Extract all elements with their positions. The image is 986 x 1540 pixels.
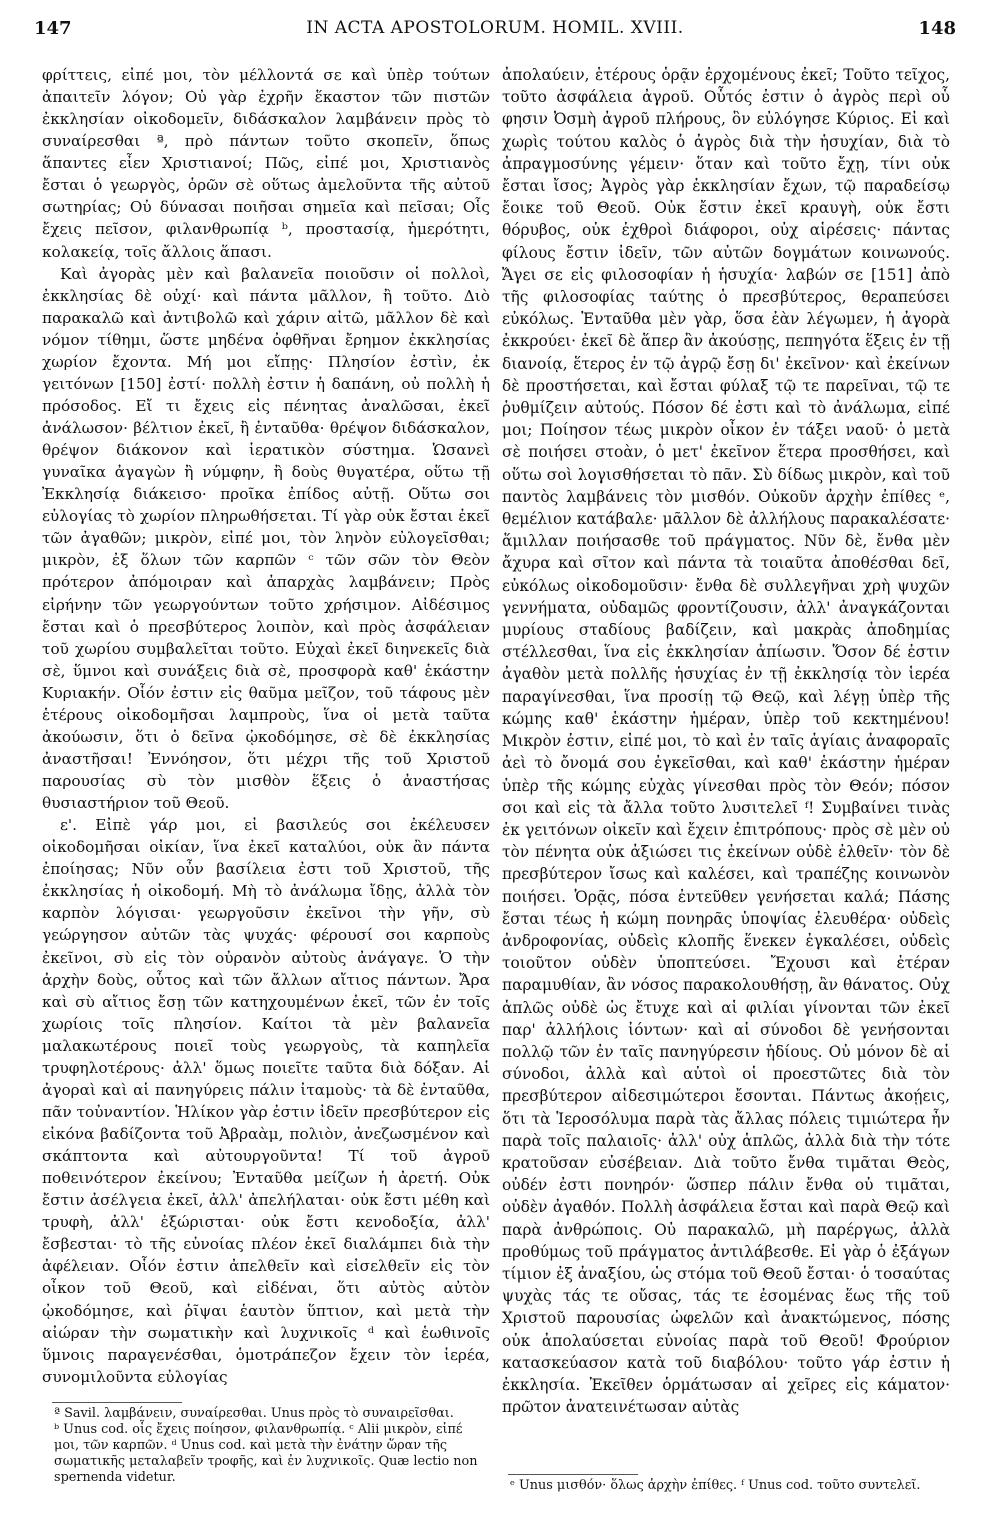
right-column [502,64,950,1418]
right-paragraph-1: ἀπολαύειν, ἑτέρους ὁρᾷν ἐρχομένους ἐκεῖ; Τοῦτο τεῖχος, τοῦτο ἀσφάλεια ἀγροῦ. Οὗτός ἐστιν ὁ ἀγρὸς περὶ οὗ φησιν Ὀσμὴ ἀγροῦ πλήρους, ὃν εὐλόγησε Κύριος. Εἰ καὶ χωρὶς τούτου καλὸς ὁ ἀγρὸς διὰ τὴν ἡσυχίαν, διὰ τὸ ἀπραγμοσύνης γέμειν· ὅταν καὶ τοῦτο ἔχῃ, τίνι οὐκ ἔσται ἴσος; Ἀγρὸς γὰρ ἐκκλησίαν ἔχων, τῷ παραδείσῳ ἔοικε τοῦ Θεοῦ. Οὐκ ἔστιν ἐκεῖ κραυγὴ, οὐκ ἔστι θόρυβος, οὐκ ἐχθροὶ διάφοροι, οὐχ αἱρέσεις· πάντας φίλους ἔστιν ἰδεῖν, τῶν αὐτῶν δογμάτων κοινωνούς. Ἄγει σε εἰς φιλοσοφίαν ἡ ἡσυχία· λαβών σε [151] ἀπὸ τῆς φιλοσοφίας ταύτης ὁ πρεσβύτερος, θεραπεύσει εὐκόλως. Ἐνταῦθα μὲν γὰρ, ὅσα ἐὰν λέγωμεν, ἡ ἀγορὰ ἐκκρούει· ἐκεῖ δὲ ἅπερ ἂν ἀκούσῃς, πεπηγότα ἕξεις ἐν τῇ διανοίᾳ, ἕτερος ἐν τῷ ἀγρῷ ἔσῃ δι' ἐκεῖνον· καὶ ἐκείνων δὲ προστήσεται, καὶ ἔσται φύλαξ τῷ τε παρεῖναι, τῷ τε ῥυθμίζειν αὐτούς. Πόσον δέ ἐστι καὶ τὸ ἀνάλωμα, εἰπέ μοι; Ποίησον τέως μικρὸν οἶκον ἐν τάξει ναοῦ· ὁ μετὰ σὲ ποιήσει στοὰν, ὁ μετ' ἐκεῖνον ἕτερα προσθήσει, καὶ οὕτω σοὶ λογισθήσεται τὸ πᾶν. Σὺ δίδως μικρὸν, καὶ τοῦ παντὸς λαμβάνεις τὸν μισθόν. Οὐκοῦν ἀρχὴν ἐπίθες ᵉ, θεμέλιον κατάβαλε· μᾶλλον δὲ ἀλλήλους παρακαλέσατε· ἅμιλλαν ποιήσασθε τοῦ πράγματος. Νῦν δὲ, ἔνθα μὲν ἄχυρα καὶ σῖτον καὶ πάντα τὰ τοιαῦτα ἀποθέσθαι δεῖ, εὐκόλως οἰκοδομοῦσιν· ἔνθα δὲ συλλεγῆναι χρὴ ψυχῶν γεννήματα, οὐδαμῶς φροντίζουσιν, ἀλλ' ἀναγκάζονται μυρίους σταδίους βαδίζειν, καὶ μακρὰς ἀποδημίας στέλλεσθαι, ἵνα εἰς ἐκκλησίαν ἀπίωσιν. Ὅσον δέ ἐστιν ἀγαθὸν μετὰ πολλῆς ἡσυχίας ἐν τῇ ἐκκλησίᾳ τὸν ἱερέα παραγίνεσθαι, ἵνα προσίῃ τῷ Θεῷ, καὶ λέγῃ ὑπὲρ τῆς κώμης καθ' ἑκάστην ἡμέραν, ὑπὲρ τοῦ κεκτημένου! Μικρὸν ἐστιν, εἰπέ μοι, τὸ καὶ ἐν ταῖς ἁγίαις ἀναφοραῖς ἀεὶ τὸ ὄνομά σου ἐγκεῖσθαι, καὶ καθ' ἑκάστην ἡμέραν ὑπὲρ τῆς κώμης εὐχὰς γίνεσθαι πρὸς τὸν Θεόν; πόσον σοι καὶ εἰς τὰ ἄλλα τοῦτο λυσιτελεῖ ᶠ! Συμβαίνει τινὰς ἐκ γειτόνων οἰκεῖν καὶ ἔχειν ἐπιτρόπους· πρὸς σὲ μὲν οὐ τὸν πένητα οὐκ ἀξιώσει τις ἐκείνων οὐδὲ ἐλθεῖν· τὸν δὲ πρεσβύτερον ἴσως καὶ καλέσει, καὶ τραπέζης κοινωνὸν ποιήσει. Ὁρᾷς, πόσα ἐντεῦθεν γενήσεται καλά; Πάσης ἔσται τέως ἡ κώμη πονηρᾶς ὑποψίας ἐλευθέρα· οὐδεὶς ἀνδροφονίας, οὐδεὶς κλοπῆς ἕνεκεν ἐγκαλέσει, οὐδεὶς τοιοῦτον οὐδὲν ὑποπτεύσει. Ἔχουσι καὶ ἑτέραν παραμυθίαν, ἂν νόσος παρακολουθήσῃ, ἂν θάνατος. Οὐχ ἁπλῶς οὐδὲ ὡς ἔτυχε καὶ αἱ φιλίαι γίνονται τῶν ἐκεῖ παρ' ἀλλήλοις ἰόντων· καὶ αἱ σύνοδοι δὲ γενήσονται πολλῷ τῶν ἐν ταῖς πανηγύρεσιν ἡδίους. Οὐ μόνον δὲ αἱ σύνοδοι, ἀλλὰ καὶ αὐτοὶ οἱ προεστῶτες διὰ τὸν πρεσβύτερον αἰδεσιμώτεροι ἔσονται. Πάντως ἀκοῄεις, ὅτι τὰ Ἱεροσόλυμα παρὰ τὰς ἄλλας πόλεις τιμιώτερα ἦν παρὰ τοῖς παλαιοῖς· ἀλλ' οὐχ ἁπλῶς, ἀλλὰ διὰ τὴν τότε κρατοῦσαν εὐσέβειαν. Διὰ τοῦτο ἔνθα τιμᾶται Θεὸς, οὐδέν ἐστι πονηρόν· ὥσπερ πάλιν ἔνθα οὐ τιμᾶται, οὐδὲν ἀγαθόν. Πολλὴ ἀσφάλεια ἔσται καὶ παρὰ Θεῷ καὶ παρὰ ἀνθρώποις. Οὐ παρακαλῶ, μὴ παρέργως, ἀλλὰ προθύμως τοῦ πράγματος ἀντιλάβεσθε. Εἰ γὰρ ὁ ἐξάγων τίμιον ἐξ ἀναξίου, ὡς στόμα τοῦ Θεοῦ ἔσται· ὁ τοσαύτας ψυχὰς τάς τε οὔσας, τάς τε ἐσομένας ἕως τῆς τοῦ Χριστοῦ παρουσίας ὠφελῶν καὶ ἀνακτώμενος, πόσης οὐκ ἀπολαύσεται εὐνοίας παρὰ τοῦ Θεοῦ! Φρούριον κατασκεύασον κατὰ τοῦ διαβόλου· τοῦτο γάρ ἐστιν ἡ ἐκκλησία. Ἐκεῖθεν ὁρμάτωσαν αἱ χεῖρες εἰς κάματον· πρῶτον ἀνατεινέτωσαν αὐτὰς [502,66,950,1417]
running-title: IN ACTA APOSTOLORUM. HOMIL. XVIII. [306,18,684,38]
footnote-left-2: ᵇ Unus cod. οἷς ἔχεις ποίησον, φιλανθρωπίᾳ. ᶜ Alii μικρὸν, εἰπέ μοι, τῶν καρπῶν. ᵈ Unus cod. καὶ μετὰ τὴν ἐνάτην ὥραν τῆς σωματικῆς μεταλαβεῖν τροφῆς, καὶ ἐν λυχνικοῖς. Quæ lectio non spernenda videtur. [54,1422,478,1485]
footnote-left-1: ª Savil. λαμβάνειν, συναίρεσθαι. Unus πρὸς τὸ συναιρεῖσθαι. [54,1406,454,1421]
footnote-rule-right [508,1474,638,1475]
footnote-right-1: ᵉ Unus μισθόν· ὅλως ἀρχὴν ἐπίθες. ᶠ Unus cod. τοῦτο συντελεῖ. [510,1478,921,1493]
left-paragraph-3: ε'. Εἰπὲ γάρ μοι, εἰ βασιλεύς σοι ἐκέλευσεν οἰκοδομῆσαι οἰκίαν, ἵνα ἐκεῖ καταλύοι, οὐκ ἂν πάντα ἐποίησας; Νῦν οὖν βασίλεια ἐστι τοῦ Χριστοῦ, τῆς ἐκκλησίας ἡ οἰκοδομή. Μὴ τὸ ἀνάλωμα ἴδῃς, ἀλλὰ τὸν καρπὸν λόγισαι· γεωργοῦσιν ἐκεῖνοι τὴν γῆν, σὺ γεώργησον αὐτῶν τὰς ψυχάς· φέρουσί σοι καρποὺς ἐκεῖνοι, σὺ εἰς τὸν οὐρανὸν αὐτοὺς ἀνάγαγε. Ὁ τὴν ἀρχὴν δοὺς, οὗτος καὶ τῶν ἄλλων αἴτιος πάντων. Ἄρα καὶ σὺ αἴτιος ἔσῃ τῶν κατηχουμένων ἐκεῖ, τῶν ἐν τοῖς χωρίοις τοῖς πλησίον. Καίτοι τὰ μὲν βαλανεῖα μαλακωτέρους ποιεῖ τοὺς γεωργοὺς, τὰ καπηλεῖα τρυφηλοτέρους· ἀλλ' ὅμως ποιεῖτε ταῦτα διὰ δόξαν. Αἱ ἀγοραὶ καὶ αἱ πανηγύρεις πάλιν ἰταμοὺς· τὰ δὲ ἐνταῦθα, πᾶν τοὐναντίον. Ἡλίκον γὰρ ἐστιν ἰδεῖν πρεσβύτερον εἰς εἰκόνα βαδίζοντα τοῦ Ἀβραὰμ, πολιὸν, ἀνεζωσμένον καὶ σκάπτοντα καὶ αὐτουργοῦντα! Τί τοῦ ἀγροῦ ποθεινότερον ἐκείνου; Ἐνταῦθα μείζων ἡ ἀρετή. Οὐκ ἔστιν ἀσέλγεια ἐκεῖ, ἀλλ' ἀπελήλαται· οὐκ ἔστι μέθη καὶ τρυφὴ, ἀλλ' ἐξώρισται· οὐκ ἔστι κενοδοξία, ἀλλ' ἔσβεσται· τὸ τῆς εὐνοίας πλέον ἐκεῖ διαλάμπει διὰ τὴν ἀφέλειαν. Οἷόν ἐστιν ἀπελθεῖν καὶ εἰσελθεῖν εἰς τὸν οἶκον τοῦ Θεοῦ, καὶ εἰδέναι, ὅτι αὐτὸς αὐτὸν ᾠκοδόμησε, καὶ ῥῖψαι ἑαυτὸν ὕπτιον, καὶ μετὰ τὴν αἰώραν τὴν σωματικὴν καὶ λυχνικοῖς ᵈ καὶ ἑωθινοῖς ὕμνοις παραγενέσθαι, ὁμοτράπεζον ἔχειν τὸν ἱερέα, συνομιλοῦντα εὐλογίας [42,816,490,1386]
running-header [34,18,956,48]
left-paragraph-1: φρίττεις, εἰπέ μοι, τὸν μέλλοντά σε καὶ ὑπὲρ τούτων ἀπαιτεῖν λόγον; Οὐ γὰρ ἐχρῆν ἕκαστον τῶν πιστῶν ἐκκλησίαν οἰκοδομεῖν, διδάσκαλον λαμβάνειν πρὸς τὸ συναίρεσθαι ª, πρὸ πάντων τοῦτο σκοπεῖν, ὅπως ἅπαντες εἶεν Χριστιανοί; Πῶς, εἰπέ μοι, Χριστιανὸς ἔσται ὁ γεωργὸς, ὁρῶν σὲ οὕτως ἀμελοῦντα τῆς αὐτοῦ σωτηρίας; Οὐ δύνασαι ποιῆσαι σημεῖα καὶ πεῖσαι; Οἷς ἔχεις πεῖσον, φιλανθρωπίᾳ ᵇ, προστασίᾳ, ἡμερότητι, κολακείᾳ, τοῖς ἄλλοις ἅπασι. [42,66,490,261]
left-column [42,64,490,1388]
footnotes-right [510,1478,950,1494]
right-page-number: 148 [918,18,956,39]
left-paragraph-2: Καὶ ἀγορὰς μὲν καὶ βαλανεῖα ποιοῦσιν οἱ πολλοὶ, ἐκκλησίας δὲ οὐχί· καὶ πάντα μᾶλλον, ἢ τοῦτο. Διὸ παρακαλῶ καὶ ἀντιβολῶ καὶ χάριν αἰτῶ, μᾶλλον δὲ καὶ νόμον τίθημι, ὥστε μηδένα ὀφθῆναι ἔρημον ἐκκλησίας χωρίον ἔχοντα. Μή μοι εἴπῃς· Πλησίον ἐστὶν, ἐκ γειτόνων [150] ἐστί· πολλὴ ἐστιν ἡ δαπάνη, οὐ πολλὴ ἡ πρόσοδος. Εἴ τι ἔχεις εἰς πένητας ἀναλῶσαι, ἐκεῖ ἀνάλωσον· βέλτιον ἐκεῖ, ἢ ἐνταῦθα· θρέψον διδάσκαλον, θρέψον διάκονον καὶ ἱερατικὸν σύστημα. Ὡσανεὶ γυναῖκα ἀγαγὼν ἢ νύμφην, ἢ δοὺς θυγατέρα, οὕτω τῇ Ἐκκλησίᾳ διάκεισο· προῖκα ἐπίδος αὐτῇ. Οὕτω σοι εὐλογίας τὸ χωρίον πληρωθήσεται. Τί γὰρ οὐκ ἔσται ἐκεῖ τῶν ἀγαθῶν; μικρὸν, εἰπέ μοι, τὸν ληνὸν εὐλογεῖσθαι; μικρὸν, ἐξ ὅλων τῶν καρπῶν ᶜ τῶν σῶν τὸν Θεὸν πρότερον ἀπόμοιραν καὶ ἀπαρχὰς λαμβάνειν; Πρὸς εἰρήνην τῶν γεωργούντων τοῦτο χρήσιμον. Αἰδέσιμος ἔσται καὶ ὁ πρεσβύτερος λοιπὸν, καὶ πρὸς ἀσφάλειαν τοῦ χωρίου συμβαλεῖται τοῦτο. Εὐχαὶ ἐκεῖ διηνεκεῖς διὰ σὲ, ὕμνοι καὶ συνάξεις διὰ σὲ, προσφορὰ καθ' ἑκάστην Κυριακήν. Οἷόν ἐστιν εἰς θαῦμα μεῖζον, τοῦ τάφους μὲν ἑτέρους οἰκοδομῆσαι λαμπροὺς, ἵνα οἱ μετὰ ταῦτα ἀκούωσιν, ὅτι ὁ δεῖνα ᾠκοδόμησε, σὲ δὲ ἐκκλησίας ἀναστῆσαι! Ἐννόησον, ὅτι μέχρι τῆς τοῦ Χριστοῦ παρουσίας σὺ τὸν μισθὸν ἕξεις ὁ ἀναστήσας θυσιαστήριον τοῦ Θεοῦ. [42,264,490,813]
footnote-rule-left [52,1402,182,1403]
footnotes-left [54,1406,490,1486]
left-page-number: 147 [34,18,72,39]
